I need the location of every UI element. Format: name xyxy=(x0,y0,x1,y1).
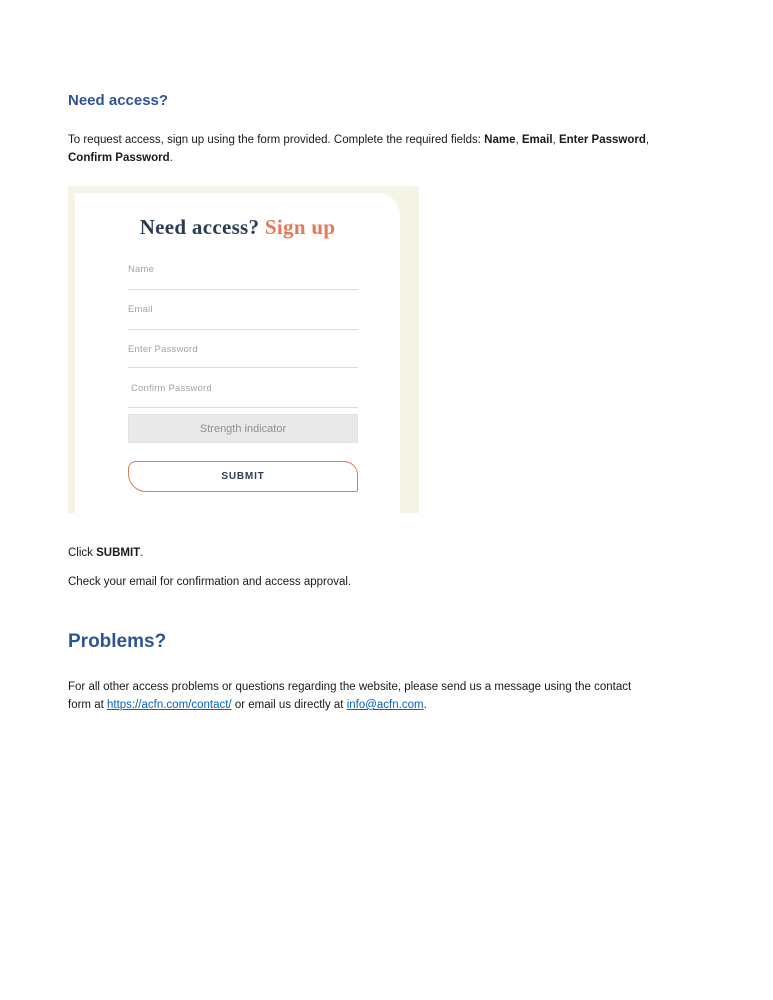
signup-form-title-dark: Need access? xyxy=(139,215,260,239)
confirm-password-field-label: Confirm Password xyxy=(131,383,212,394)
required-field-confirm-password: Confirm Password xyxy=(68,152,170,164)
intro-lead: To request access, sign up using the form provided. Complete the required fields: xyxy=(68,134,485,146)
signup-form-title-accent: Sign up xyxy=(264,215,336,239)
contact-line2-middle: or email us directly at xyxy=(231,699,347,711)
enter-password-field-label: Enter Password xyxy=(128,344,198,355)
required-field-name: Name xyxy=(484,134,516,146)
contact-line1: For all other access problems or questions regarding the website, please send us a message using the contact xyxy=(68,681,632,693)
submit-button: SUBMIT xyxy=(128,461,358,492)
email-field-label: Email xyxy=(128,304,153,315)
click-submit-step xyxy=(68,544,718,562)
email-field-underline xyxy=(128,329,358,330)
need-access-heading: Need access? xyxy=(68,92,169,109)
contact-line2-suffix: . xyxy=(423,699,427,711)
click-step-submit-word: SUBMIT xyxy=(96,547,141,559)
problems-heading: Problems? xyxy=(68,631,167,652)
contact-line2-prefix: form at xyxy=(68,699,107,711)
signup-form-fields xyxy=(128,193,358,513)
enter-password-field-underline xyxy=(128,367,358,368)
password-strength-indicator: Strength indicator xyxy=(128,414,358,443)
signup-form-screenshot xyxy=(68,186,419,513)
separator: , xyxy=(645,134,650,146)
confirm-password-field-underline xyxy=(128,407,358,408)
period: . xyxy=(169,152,173,164)
contact-form-link[interactable]: https://acfn.com/contact/ xyxy=(106,699,232,711)
name-field-label: Name xyxy=(128,264,155,275)
name-field-underline xyxy=(128,289,358,290)
click-step-prefix: Click xyxy=(68,547,97,559)
contact-paragraph xyxy=(68,678,718,714)
separator: , xyxy=(552,134,559,146)
email-link[interactable]: info@acfn.com xyxy=(346,699,424,711)
signup-form-card xyxy=(75,193,400,513)
required-field-enter-password: Enter Password xyxy=(558,134,646,146)
click-step-suffix: . xyxy=(140,547,144,559)
required-field-email: Email xyxy=(521,134,553,146)
separator: , xyxy=(515,134,522,146)
intro-paragraph xyxy=(68,131,718,167)
confirm-email-step: Check your email for confirmation and access approval. xyxy=(68,576,352,588)
